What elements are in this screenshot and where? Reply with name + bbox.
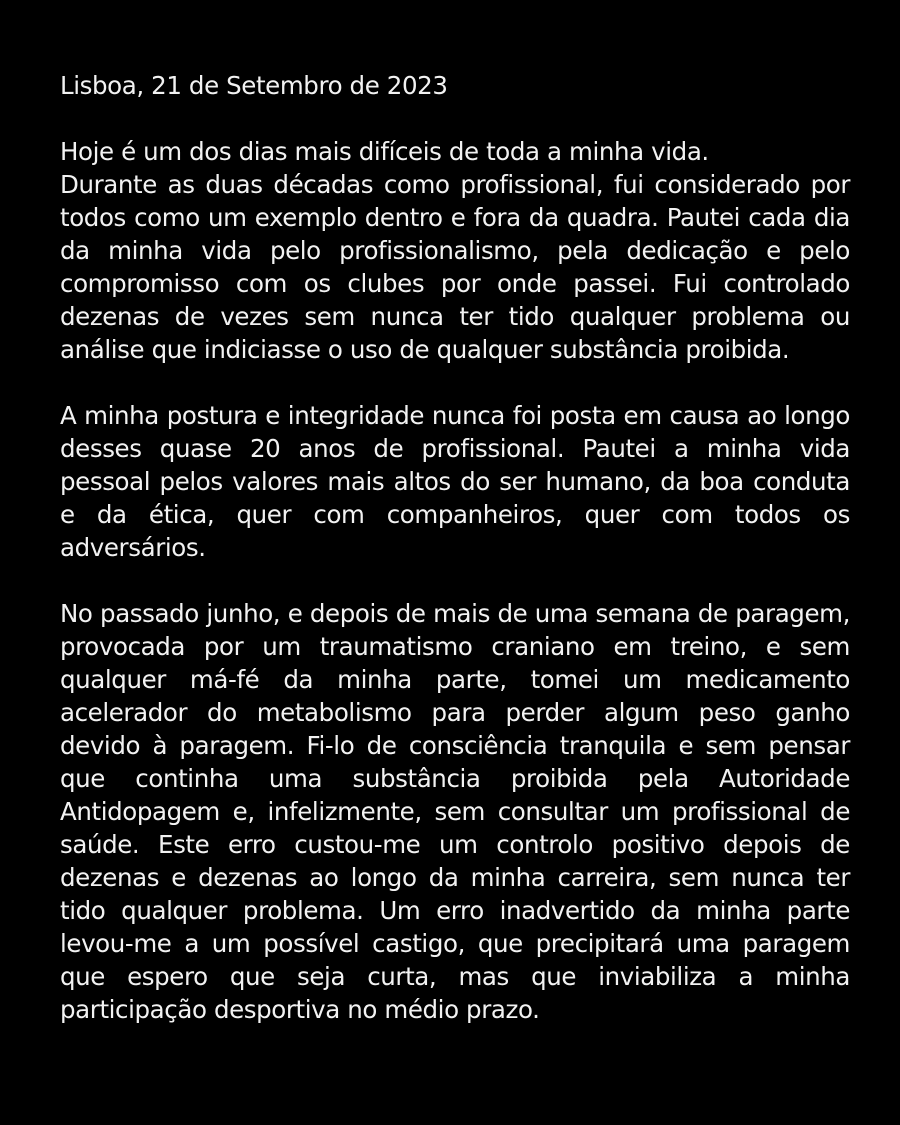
- paragraph-2-line: e da ética, quer com companheiros, quer com todos os: [60, 500, 850, 529]
- paragraph-spacer: [60, 366, 850, 399]
- paragraph-1: [60, 135, 850, 366]
- paragraph-3-line: devido à paragem. Fi-lo de consciência tranquila e sem pensar: [60, 731, 850, 760]
- paragraph-2-line: A minha postura e integridade nunca foi posta em causa ao longo: [60, 401, 850, 430]
- paragraph-3-line: dezenas e dezenas ao longo da minha carreira, sem nunca ter: [60, 863, 850, 892]
- paragraph-2-line: pessoal pelos valores mais altos do ser humano, da boa conduta: [60, 467, 850, 496]
- paragraph-3-line: No passado junho, e depois de mais de uma semana de paragem,: [60, 599, 850, 628]
- paragraph-1-line: Hoje é um dos dias mais difíceis de toda a minha vida.: [60, 137, 709, 166]
- paragraph-3-line: qualquer má-fé da minha parte, tomei um medicamento: [60, 665, 850, 694]
- paragraph-2: [60, 399, 850, 564]
- paragraph-3-line: que continha uma substância proibida pela Autoridade: [60, 764, 850, 793]
- paragraph-1-line: da minha vida pelo profissionalismo, pela dedicação e pelo: [60, 236, 850, 265]
- paragraph-3-line: provocada por um traumatismo craniano em treino, e sem: [60, 632, 850, 661]
- paragraph-3-line: acelerador do metabolismo para perder algum peso ganho: [60, 698, 850, 727]
- paragraph-1-line: compromisso com os clubes por onde passei. Fui controlado: [60, 269, 850, 298]
- paragraph-1-line: análise que indiciasse o uso de qualquer substância proibida.: [60, 335, 790, 364]
- paragraph-1-line: dezenas de vezes sem nunca ter tido qualquer problema ou: [60, 302, 850, 331]
- paragraph-spacer: [60, 564, 850, 597]
- paragraph-3-line: participação desportiva no médio prazo.: [60, 995, 540, 1024]
- place-date-line: Lisboa, 21 de Setembro de 2023: [60, 71, 448, 100]
- paragraph-3-line: que espero que seja curta, mas que inviabiliza a minha: [60, 962, 850, 991]
- paragraph-1-line: Durante as duas décadas como profissional, fui considerado por: [60, 170, 850, 199]
- paragraph-3-line: levou-me a um possível castigo, que precipitará uma paragem: [60, 929, 850, 958]
- statement-document: [60, 69, 850, 1026]
- paragraph-3: [60, 597, 850, 1026]
- paragraph-spacer: [60, 102, 850, 135]
- paragraph-3-line: tido qualquer problema. Um erro inadvertido da minha parte: [60, 896, 850, 925]
- paragraph-1-line: todos como um exemplo dentro e fora da quadra. Pautei cada dia: [60, 203, 850, 232]
- paragraph-2-line: desses quase 20 anos de profissional. Pautei a minha vida: [60, 434, 850, 463]
- paragraph-3-line: saúde. Este erro custou-me um controlo positivo depois de: [60, 830, 850, 859]
- paragraph-3-line: Antidopagem e, infelizmente, sem consultar um profissional de: [60, 797, 850, 826]
- paragraph-2-line: adversários.: [60, 533, 206, 562]
